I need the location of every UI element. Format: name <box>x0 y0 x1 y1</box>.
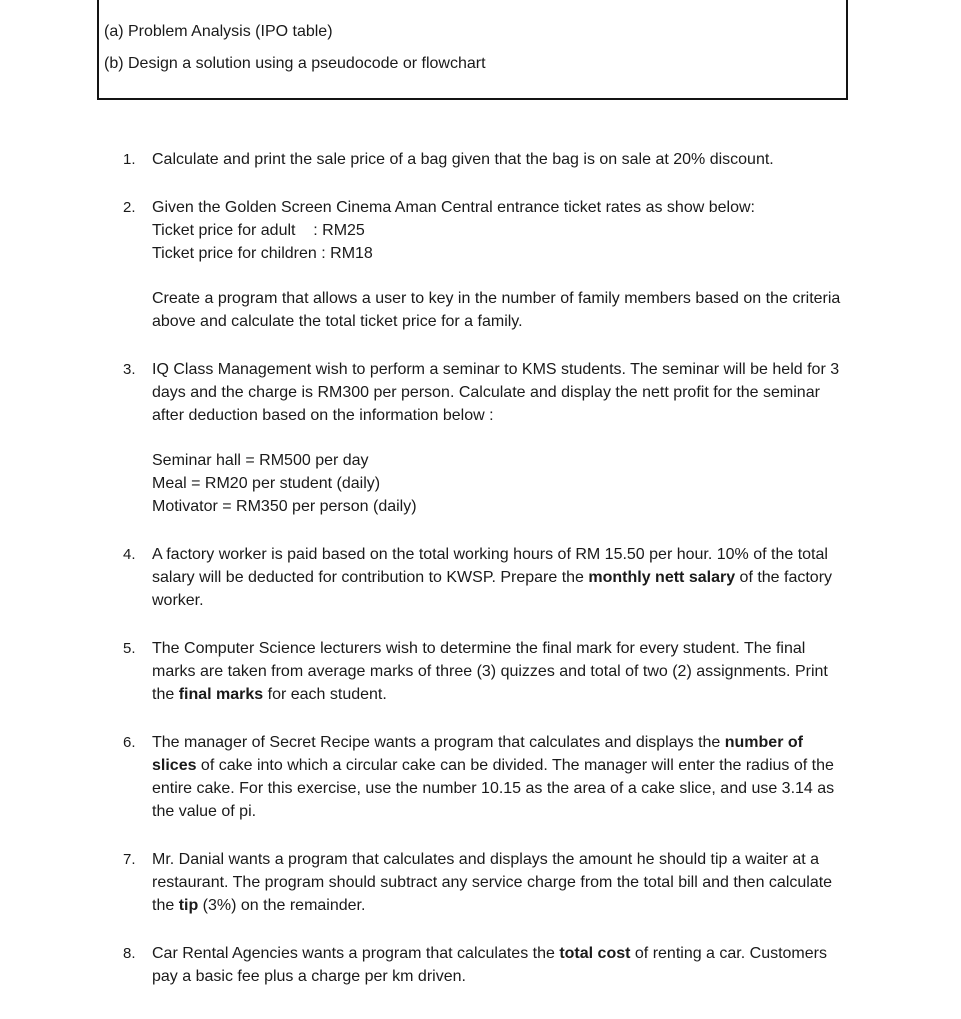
question-item <box>123 358 847 518</box>
text-run: Ticket price for adult : RM25 <box>152 222 365 239</box>
question-body <box>152 148 847 171</box>
bold-text-run: number of slices <box>152 734 808 774</box>
question-paragraph <box>152 358 847 427</box>
text-run: IQ Class Management wish to perform a seminar to KMS students. The seminar will be held for 3 days and the charge is RM300 per person. Calculate and display the nett profit for the seminar after deduction based on the information below : <box>152 361 844 424</box>
text-run: A factory worker is paid based on the total working hours of RM 15.50 per hour. 10% of the total salary will be deducted for contribution to KWSP. Prepare the <box>152 546 833 586</box>
text-run: for each student. <box>263 686 387 703</box>
instruction-line-b: (b) Design a solution using a pseudocode or flowchart <box>104 55 486 72</box>
text-run: The manager of Secret Recipe wants a program that calculates and displays the <box>152 734 725 751</box>
text-run: Mr. Danial wants a program that calculates and displays the amount he should tip a waiter at a restaurant. The program should subtract any service charge from the total bill and then calculate the <box>152 851 837 914</box>
question-body <box>152 543 847 612</box>
question-item <box>123 848 847 917</box>
bold-text-run: final marks <box>178 686 264 703</box>
text-run: Ticket price for children : RM18 <box>152 245 373 262</box>
question-item <box>123 942 847 988</box>
question-item <box>123 196 847 333</box>
question-body <box>152 731 847 823</box>
question-body <box>152 196 847 333</box>
text-run: Meal = RM20 per student (daily) <box>152 475 381 492</box>
question-number: 3. <box>123 361 136 378</box>
question-number: 8. <box>123 945 136 962</box>
instructions-box <box>97 0 848 100</box>
question-paragraph <box>152 731 847 823</box>
question-paragraph <box>152 219 847 242</box>
question-paragraph <box>152 637 847 706</box>
question-item <box>123 543 847 612</box>
text-run: (3%) on the remainder. <box>198 897 366 914</box>
text-run: Seminar hall = RM500 per day <box>152 452 369 469</box>
text-run: Car Rental Agencies wants a program that calculates the <box>152 945 560 962</box>
question-item <box>123 148 847 171</box>
question-paragraph <box>152 543 847 612</box>
text-run: of cake into which a circular cake can be divided. The manager will enter the radius of the entire cake. For this exercise, use the number 10.15 as the area of a cake slice, and use 3.14 as the value of pi. <box>152 757 839 820</box>
bold-text-run: total cost <box>559 945 631 962</box>
text-run: Motivator = RM350 per person (daily) <box>152 498 417 515</box>
bold-text-run: tip <box>178 897 199 914</box>
question-number: 6. <box>123 734 136 751</box>
question-paragraph <box>152 449 847 472</box>
question-paragraph <box>152 148 847 171</box>
question-paragraph <box>152 942 847 988</box>
question-body <box>152 637 847 706</box>
question-number: 5. <box>123 640 136 657</box>
text-run: of renting a car. Customers pay a basic fee plus a charge per km driven. <box>152 945 832 985</box>
text-run: Given the Golden Screen Cinema Aman Central entrance ticket rates as show below: <box>152 199 755 216</box>
question-number: 2. <box>123 199 136 216</box>
question-list <box>123 148 847 1013</box>
question-paragraph <box>152 848 847 917</box>
text-run: Calculate and print the sale price of a bag given that the bag is on sale at 20% discount. <box>152 151 774 168</box>
bold-text-run: monthly nett salary <box>588 569 736 586</box>
question-paragraph <box>152 472 847 495</box>
question-body <box>152 358 847 518</box>
question-body <box>152 942 847 988</box>
question-paragraph <box>152 196 847 219</box>
question-number: 7. <box>123 851 136 868</box>
question-body <box>152 848 847 917</box>
question-number: 1. <box>123 151 136 168</box>
question-item <box>123 637 847 706</box>
question-paragraph <box>152 242 847 265</box>
text-run: The Computer Science lecturers wish to determine the final mark for every student. The final marks are taken from average marks of three (3) quizzes and total of two (2) assignments. Print the <box>152 640 833 703</box>
question-number: 4. <box>123 546 136 563</box>
question-paragraph <box>152 287 847 333</box>
text-run: of the factory worker. <box>152 569 837 609</box>
question-item <box>123 731 847 823</box>
instruction-line-a: (a) Problem Analysis (IPO table) <box>104 23 333 40</box>
question-paragraph <box>152 495 847 518</box>
text-run: Create a program that allows a user to key in the number of family members based on the criteria above and calculate the total ticket price for a family. <box>152 290 845 330</box>
